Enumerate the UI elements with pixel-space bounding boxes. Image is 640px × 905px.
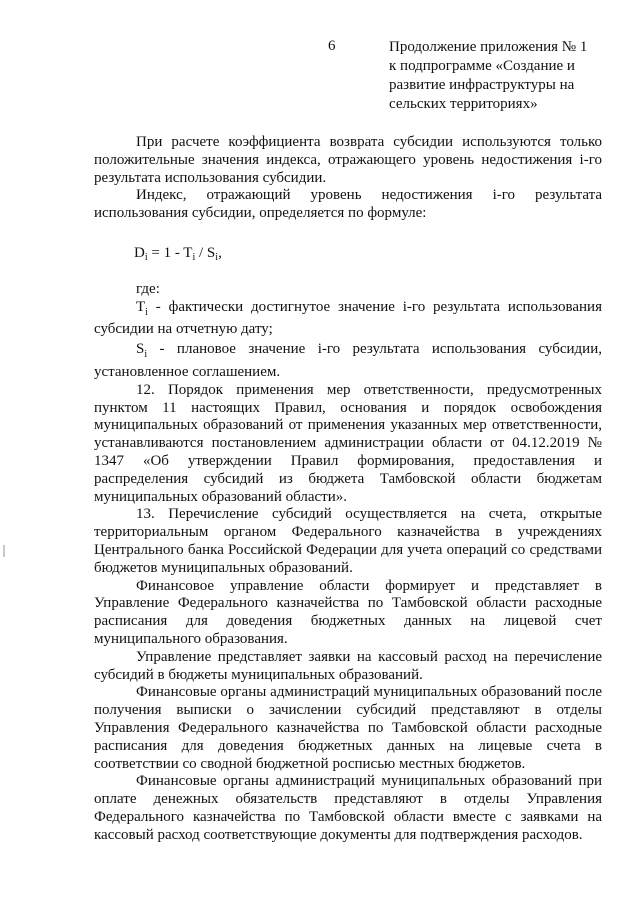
paragraph-refund-coefficient: При расчете коэффициента возврата субсидии используются только положительные значения индекса, отражающего уровень недостижения i-го результата использования субсидии. bbox=[94, 134, 602, 186]
definition-s-text: - плановое значение i-го результата использования субсидии, установленное соглашением. bbox=[94, 341, 602, 380]
formula bbox=[94, 245, 602, 267]
formula-tail: , bbox=[218, 244, 222, 261]
definition-t-text: - фактически достигнутое значение i-го результата использования субсидии на отчетную дату; bbox=[94, 298, 602, 338]
paragraph-municipal-financial-bodies: Финансовые органы администраций муниципальных образований после получения выписки о зачислении субсидий представляют в отделы Управления Федерального казначейства по Тамбовской области расходные расписания для доведения бюджетных данных на лицевые счета в соответствии со сводной бюджетной росписью местных бюджетов. bbox=[94, 684, 602, 772]
formula-lhs-sub: i bbox=[144, 251, 148, 263]
formula-lhs: D bbox=[134, 244, 145, 261]
header-line: развитие инфраструктуры на bbox=[389, 77, 575, 93]
header-line: Продолжение приложения № 1 bbox=[389, 39, 588, 55]
formula-div: / S bbox=[195, 244, 216, 261]
definition-t bbox=[94, 299, 602, 340]
paragraph-index-definition: Индекс, отражающий уровень недостижения i-го результата использования субсидии, определяется по формуле: bbox=[94, 187, 602, 222]
paragraph-13: 13. Перечисление субсидий осуществляется на счета, открытые территориальным органом Федерального казначейства в учреждениях Центрального банка Российской Федерации для учета операций со средствами бюджетов муниципальных образований. bbox=[94, 506, 602, 576]
formula-div-sub: i bbox=[215, 251, 219, 263]
scan-margin-mark bbox=[3, 545, 5, 557]
header-line: сельских территориях» bbox=[389, 96, 538, 112]
paragraph-cash-requests: Управление представляет заявки на кассовый расход на перечисление субсидий в бюджеты муниципальных образований. bbox=[94, 648, 602, 683]
paragraph-obligations-payment: Финансовые органы администраций муниципальных образований при оплате денежных обязательств представляют в отделы Управления Федерального казначейства по Тамбовской области вместе с заявками на кассовый расход соответствующие документы для подтверждения расходов. bbox=[94, 773, 602, 843]
where-label: где: bbox=[136, 280, 160, 297]
page-number: 6 bbox=[328, 38, 336, 54]
formula-mid-sub: i bbox=[192, 251, 196, 263]
symbol-s-sub: i bbox=[144, 349, 148, 361]
symbol-t-sub: i bbox=[145, 306, 148, 318]
header-line: к подпрограмме «Создание и bbox=[389, 58, 575, 74]
symbol-s: S bbox=[136, 341, 145, 358]
paragraph-12: 12. Порядок применения мер ответственности, предусмотренных пунктом 11 настоящих Правил, основания и порядок освобождения муниципальных образований от применения указанных мер ответственности, устанавливаются постановлением администрации области от 04.12.2019 № 1347 «Об утверждении Правил формирования, предоставления и распределения субсидий из бюджета Тамбовской области бюджетам муниципальных образований области». bbox=[94, 381, 602, 505]
symbol-t: T bbox=[136, 298, 146, 315]
definition-s bbox=[94, 341, 602, 382]
appendix-header bbox=[389, 38, 629, 114]
paragraph-financial-department: Финансовое управление области формирует и представляет в Управление Федерального казначейства по Тамбовской области расходные расписания для доведения бюджетных данных на лицевой счет муниципального образования. bbox=[94, 577, 602, 647]
document-body bbox=[94, 134, 602, 844]
formula-mid: = 1 - T bbox=[147, 244, 193, 261]
